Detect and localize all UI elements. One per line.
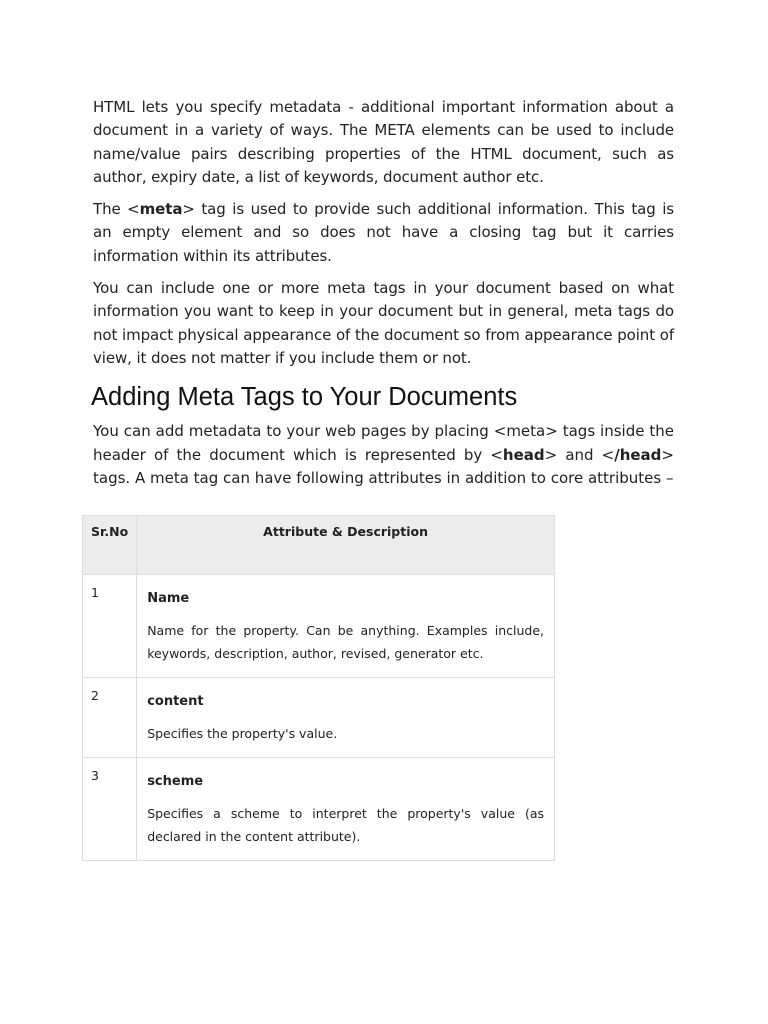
attribute-name: content <box>147 694 204 709</box>
table-row <box>83 575 555 678</box>
table-row <box>83 758 555 861</box>
paragraph-meta-usage: You can include one or more meta tags in your document based on what information you want to keep in your document but in general, meta tags do not impact physical appearance of the document so from appearance point of view, it does not matter if you include them or not. <box>93 279 674 367</box>
attribute-description: Name for the property. Can be anything. Examples include, keywords, description, author, revised, generator etc. <box>147 623 544 661</box>
table-header-row <box>83 516 555 575</box>
paragraph-meta-tag <box>93 198 674 268</box>
row-description-cell <box>137 575 555 678</box>
paragraph-metadata-intro: HTML lets you specify metadata - additional important information about a document in a variety of ways. The META elements can be used to include name/value pairs describing properties of the HTML document, such as author, expiry date, a list of keywords, document author etc. <box>93 98 674 186</box>
attributes-table <box>82 515 555 861</box>
section-heading: Adding Meta Tags to Your Documents <box>91 383 518 412</box>
intro-text-pre: You can add metadata to your web pages by placing <meta> tags inside the header of the document which is represented by < <box>93 422 674 464</box>
row-number: 2 <box>83 678 137 758</box>
section-intro <box>93 420 674 490</box>
header-sr-no: Sr.No <box>83 516 137 575</box>
head-keyword: head <box>502 445 545 464</box>
attributes-table-container <box>82 515 555 861</box>
row-description-cell <box>137 678 555 758</box>
attribute-description: Specifies the property's value. <box>147 726 338 741</box>
table-row <box>83 678 555 758</box>
meta-tag-text-pre: The < <box>93 200 140 219</box>
row-description-cell <box>137 758 555 861</box>
intro-text-mid: > and < <box>544 445 615 464</box>
intro-text-post: > tags. A meta tag can have following attributes in addition to core attributes – <box>93 445 674 487</box>
attribute-name: Name <box>147 591 190 606</box>
row-number: 1 <box>83 575 137 678</box>
meta-keyword: meta <box>139 200 183 219</box>
meta-tag-text-post: > tag is used to provide such additional information. This tag is an empty element and so does not have a closing tag but it carries information within its attributes. <box>93 200 674 265</box>
document-body <box>93 96 674 490</box>
attribute-description: Specifies a scheme to interpret the property's value (as declared in the content attribute). <box>147 806 544 844</box>
endhead-keyword: /head <box>614 445 662 464</box>
header-attribute-description: Attribute & Description <box>137 516 555 575</box>
row-number: 3 <box>83 758 137 861</box>
attribute-name: scheme <box>147 774 204 789</box>
